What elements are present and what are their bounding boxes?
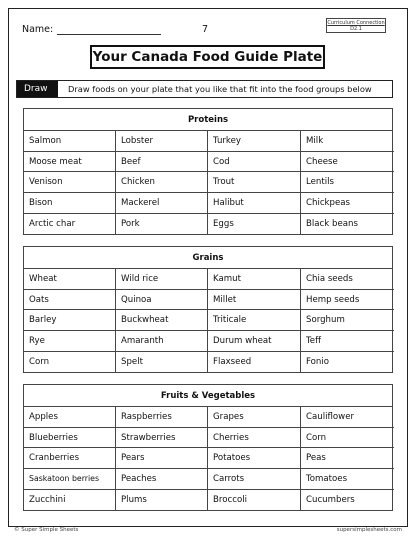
food-item-cell: Oats <box>24 290 116 311</box>
food-item-cell: Spelt <box>116 352 208 373</box>
food-item-cell: Durum wheat <box>208 331 301 352</box>
food-item-cell: Wild rice <box>116 269 208 290</box>
food-item-cell: Bison <box>24 193 116 214</box>
food-group-heading: Fruits & Vegetables <box>24 385 392 407</box>
food-item-cell: Cranberries <box>24 448 116 469</box>
food-item-cell: Carrots <box>208 469 301 490</box>
table-row <box>24 214 392 235</box>
food-item-cell: Barley <box>24 310 116 331</box>
table-row <box>24 152 392 173</box>
food-item-cell: Kamut <box>208 269 301 290</box>
food-item-cell: Raspberries <box>116 407 208 428</box>
food-item-cell: Flaxseed <box>208 352 301 373</box>
food-item-cell: Lentils <box>301 172 394 193</box>
food-item-cell: Hemp seeds <box>301 290 394 311</box>
table-row <box>24 428 392 449</box>
instruction-bar <box>16 80 393 98</box>
food-item-cell: Quinoa <box>116 290 208 311</box>
food-item-cell: Saskatoon berries <box>24 469 116 490</box>
food-item-cell: Beef <box>116 152 208 173</box>
page-title: Your Canada Food Guide Plate <box>90 45 325 69</box>
food-item-cell: Salmon <box>24 131 116 152</box>
food-item-cell: Chicken <box>116 172 208 193</box>
food-item-cell: Black beans <box>306 219 358 230</box>
food-group-panel <box>23 384 393 511</box>
table-row <box>24 469 392 490</box>
page-number: 7 <box>202 24 209 35</box>
food-item-cell: Grapes <box>208 407 301 428</box>
food-item-cell: Eggs <box>208 214 301 235</box>
table-row <box>24 193 392 214</box>
food-item-cell: Plums <box>116 490 208 511</box>
table-row <box>24 131 392 152</box>
food-item-cell: Teff <box>301 331 394 352</box>
food-item-cell: Chia seeds <box>301 269 394 290</box>
food-item-cell: Potatoes <box>208 448 301 469</box>
food-item-cell: Pears <box>116 448 208 469</box>
table-row <box>24 269 392 290</box>
table-row <box>24 448 392 469</box>
table-row <box>24 172 392 193</box>
food-item-cell: Broccoli <box>208 490 301 511</box>
name-line[interactable] <box>57 25 161 35</box>
footer-website: supersimplesheets.com <box>336 527 402 533</box>
food-item-cell: Wheat <box>24 269 116 290</box>
food-item-cell: Cod <box>208 152 301 173</box>
instruction-text: Draw foods on your plate that you like that fit into the food groups below <box>68 84 372 94</box>
food-group-panel <box>23 246 393 373</box>
food-item-cell: Peas <box>301 448 394 469</box>
food-item-cell: Blueberries <box>24 428 116 449</box>
food-item-cell: Sorghum <box>301 310 394 331</box>
table-row <box>24 290 392 311</box>
food-item-cell: Moose meat <box>24 152 116 173</box>
table-row <box>24 310 392 331</box>
food-item-cell: Peaches <box>116 469 208 490</box>
table-row <box>24 331 392 352</box>
food-item-cell: Amaranth <box>116 331 208 352</box>
food-group-panel <box>23 108 393 235</box>
food-item-cell: Triticale <box>208 310 301 331</box>
food-item-cell: Corn <box>301 428 394 449</box>
food-item-cell: Corn <box>24 352 116 373</box>
food-item-cell: Apples <box>24 407 116 428</box>
footer-copyright: © Super Simple Sheets <box>14 527 79 533</box>
food-item-cell: Venison <box>24 172 116 193</box>
name-field[interactable] <box>22 24 161 35</box>
curriculum-connection-box <box>326 18 386 33</box>
curriculum-title: Curriculum Connection <box>327 20 385 26</box>
food-item-cell: Strawberries <box>116 428 208 449</box>
food-item-cell: Trout <box>208 172 301 193</box>
table-row <box>24 352 392 373</box>
food-item-cell: Cauliflower <box>301 407 394 428</box>
food-item-cell: Chickpeas <box>301 193 394 214</box>
food-item-cell: Arctic char <box>24 214 116 235</box>
food-item-cell: Pork <box>116 214 208 235</box>
food-group-heading: Proteins <box>24 109 392 131</box>
food-group-heading: Grains <box>24 247 392 269</box>
food-item-cell: Buckwheat <box>116 310 208 331</box>
food-item-cell: Fonio <box>306 357 329 368</box>
food-item-cell: Mackerel <box>116 193 208 214</box>
food-item-cell: Rye <box>24 331 116 352</box>
name-label: Name: <box>22 24 54 35</box>
food-item-cell: Lobster <box>116 131 208 152</box>
food-item-cell: Milk <box>301 131 394 152</box>
curriculum-code: D2.1 <box>350 26 362 32</box>
table-row <box>24 407 392 428</box>
table-row <box>24 490 392 511</box>
food-item-cell: Tomatoes <box>301 469 394 490</box>
food-item-cell: Turkey <box>208 131 301 152</box>
food-item-cell: Millet <box>208 290 301 311</box>
instruction-label: Draw <box>17 81 58 97</box>
food-item-cell: Cucumbers <box>306 495 355 506</box>
food-item-cell: Cheese <box>301 152 394 173</box>
food-item-cell: Halibut <box>208 193 301 214</box>
food-item-cell: Zucchini <box>24 490 116 511</box>
food-item-cell: Cherries <box>208 428 301 449</box>
